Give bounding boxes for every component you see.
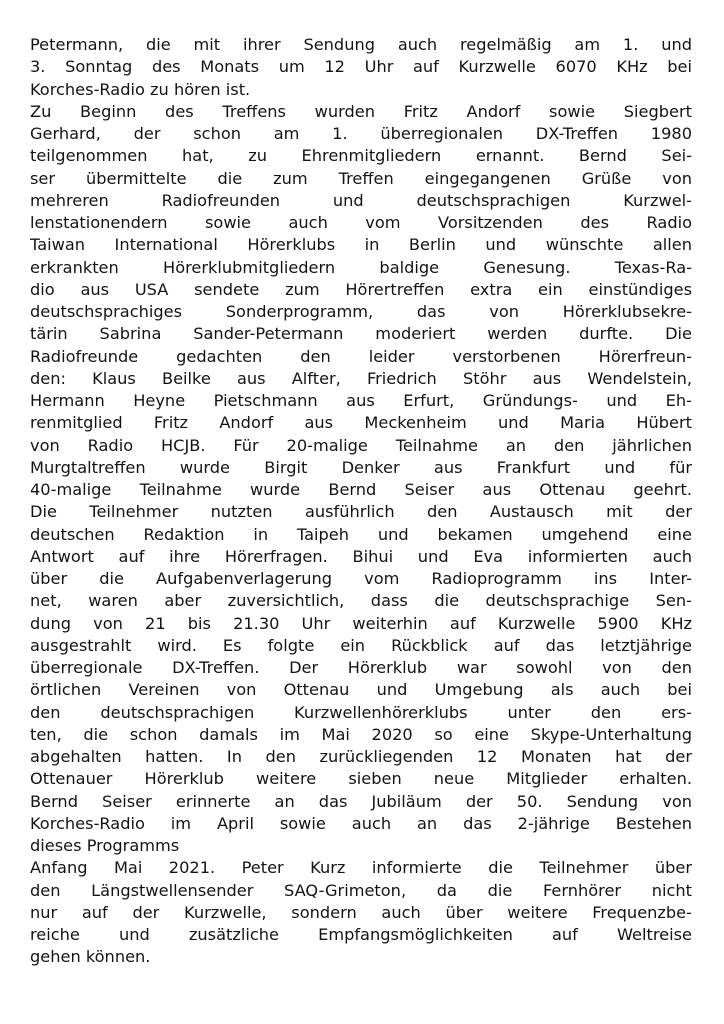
text-line: ser übermittelte die zum Treffen eingegangenen Grüße von xyxy=(30,168,692,188)
text-line: Hermann Heyne Pietschmann aus Erfurt, Gründungs- und Eh- xyxy=(30,391,692,410)
text-line: Zu Beginn des Treffens wurden Fritz Andorf sowie Siegbert xyxy=(30,101,692,121)
text-line: net, waren aber zuversichtlich, dass die deutschsprachige Sen- xyxy=(30,591,692,611)
text-line: tärin Sabrina Sander-Petermann moderiert werden durfte. Die xyxy=(30,324,692,344)
text-line: dieses Programms xyxy=(30,836,180,855)
text-line: ten, die schon damals im Mai 2020 so eine Skype-Unterhaltung xyxy=(30,724,692,744)
text-line: Bernd Seiser erinnerte an das Jubiläum der 50. Sendung von xyxy=(30,791,692,811)
text-line: dio aus USA sendete zum Hörertreffen extra ein einstündiges xyxy=(30,279,692,299)
text-line: deutschsprachiges Sonderprogramm, das von Hörerklubsekre- xyxy=(30,302,692,321)
text-line: Gerhard, der schon am 1. überregionalen DX-Treffen 1980 xyxy=(30,124,692,143)
text-line: über die Aufgabenverlagerung vom Radioprogramm ins Inter- xyxy=(30,569,692,588)
text-line: Taiwan International Hörerklubs in Berlin und wünschte allen xyxy=(30,235,692,255)
text-line: Korches-Radio im April sowie auch an das 2-jährige Bestehen xyxy=(30,813,692,833)
text-line: nur auf der Kurzwelle, sondern auch über weitere Frequenzbe- xyxy=(30,902,692,922)
text-line: Antwort auf ihre Hörerfragen. Bihui und Eva informierten auch xyxy=(30,546,692,566)
text-line: abgehalten hatten. In den zurückliegenden 12 Monaten hat der xyxy=(30,747,692,766)
text-line: örtlichen Vereinen von Ottenau und Umgebung als auch bei xyxy=(30,680,692,700)
text-line: überregionale DX-Treffen. Der Hörerklub war sowohl von den xyxy=(30,658,692,677)
text-line: deutschen Redaktion in Taipeh und bekamen umgehend eine xyxy=(30,524,692,544)
text-line: teilgenommen hat, zu Ehrenmitgliedern ernannt. Bernd Sei- xyxy=(30,146,692,166)
text-line: 40-malige Teilnahme wurde Bernd Seiser aus Ottenau geehrt. xyxy=(30,480,692,499)
text-line: den: Klaus Beilke aus Alfter, Friedrich Stöhr aus Wendelstein, xyxy=(30,368,692,388)
text-line: Anfang Mai 2021. Peter Kurz informierte die Teilnehmer über xyxy=(30,858,692,878)
text-line: mehreren Radiofreunden und deutschsprachigen Kurzwel- xyxy=(30,190,692,210)
text-line: von Radio HCJB. Für 20-malige Teilnahme an den jährlichen xyxy=(30,435,692,455)
text-line: lenstationendern sowie auch vom Vorsitzenden des Radio xyxy=(30,213,692,232)
text-line: Ottenauer Hörerklub weitere sieben neue Mitglieder erhalten. xyxy=(30,769,692,789)
text-line: dung von 21 bis 21.30 Uhr weiterhin auf Kurzwelle 5900 KHz xyxy=(30,613,692,633)
text-line: reiche und zusätzliche Empfangsmöglichkeiten auf Weltreise xyxy=(30,925,692,944)
text-line: renmitglied Fritz Andorf aus Meckenheim und Maria Hübert xyxy=(30,413,692,433)
text-line: 3. Sonntag des Monats um 12 Uhr auf Kurzwelle 6070 KHz bei xyxy=(30,57,692,77)
text-line: Radiofreunde gedachten den leider verstorbenen Hörerfreun- xyxy=(30,346,692,366)
text-line: erkrankten Hörerklubmitgliedern baldige Genesung. Texas-Ra- xyxy=(30,257,692,277)
text-line: ausgestrahlt wird. Es folgte ein Rückblick auf das letztjährige xyxy=(30,635,692,655)
article-body xyxy=(30,34,692,969)
text-line: Murgtaltreffen wurde Birgit Denker aus Frankfurt und für xyxy=(30,457,692,477)
text-line: Korches-Radio zu hören ist. xyxy=(30,79,251,99)
text-line: den deutschsprachigen Kurzwellenhörerklubs unter den ers- xyxy=(30,702,692,722)
text-line: gehen können. xyxy=(30,947,151,967)
text-line: Petermann, die mit ihrer Sendung auch regelmäßig am 1. und xyxy=(30,35,692,54)
text-line: Die Teilnehmer nutzten ausführlich den Austausch mit der xyxy=(30,502,692,522)
text-line: den Längstwellensender SAQ-Grimeton, da die Fernhörer nicht xyxy=(30,880,692,900)
